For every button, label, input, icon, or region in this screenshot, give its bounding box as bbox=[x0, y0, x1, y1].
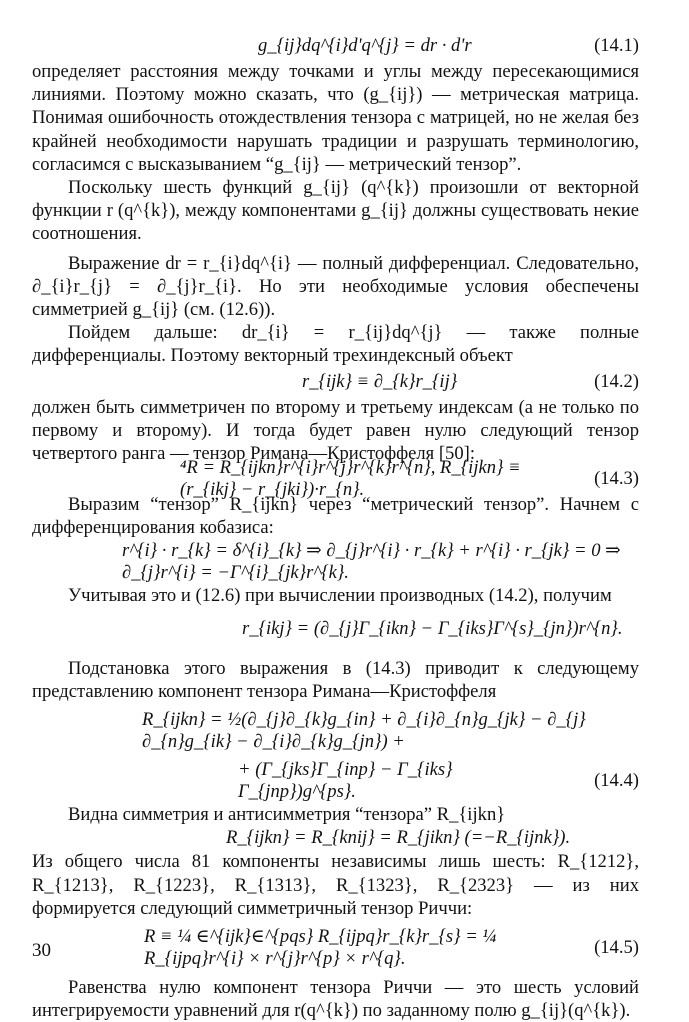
equation-14-1 bbox=[32, 32, 639, 60]
equation-body: R ≡ ¼ ∈^{ijk}∈^{pqs} R_{ijpq}r_{k}r_{s} = ¼ R_{ijpq}r^{i} × r^{j}r^{p} × r^{q}. bbox=[144, 926, 497, 970]
equation-symmetry bbox=[32, 826, 639, 850]
paragraph: Подстановка этого выражения в (14.3) приводит к следующему представлению компонент тензора Римана—Кристоффеля bbox=[32, 657, 639, 703]
paragraph: Учитывая это и (12.6) при вычислении производных (14.2), получим bbox=[68, 584, 612, 606]
paragraph: Поскольку шесть функций g_{ij} (q^{k}) произошли от векторной функции r (q^{k}), между компонентами g_{ij} должны существовать некие соотношения. bbox=[32, 177, 639, 245]
equation-body: g_{ij}dq^{i}d'q^{j} = dr · d'r bbox=[258, 35, 472, 56]
equation-number: (14.2) bbox=[594, 370, 639, 392]
equation-14-3 bbox=[32, 457, 639, 501]
equation-body: r_{ijk} ≡ ∂_{k}r_{ij} bbox=[302, 370, 458, 392]
equation-body: + (Γ_{jks}Γ_{inp} − Γ_{iks}Γ_{jnp})g^{ps}. bbox=[238, 759, 453, 803]
equation-number: (14.1) bbox=[594, 35, 639, 56]
paragraph: Равенства нулю компонент тензора Риччи — это шесть условий интегрируемости уравнений для r(q^{k}) по заданному полю g_{ij}(q^{k}). bbox=[32, 977, 639, 1022]
paragraph: Из общего числа 81 компоненты независимы лишь шесть: R_{1212}, R_{1213}, R_{1223}, R_{1313}, R_{1323}, R_{2323} — из них формируется следующий симметричный тензор Риччи: bbox=[32, 851, 639, 919]
equation-body: R_{ijkn} = ½(∂_{j}∂_{k}g_{in} + ∂_{i}∂_{n}g_{jk} − ∂_{j}∂_{n}g_{ik} − ∂_{i}∂_{k}g_{jn}) + bbox=[142, 709, 586, 753]
equation-14-4-line2 bbox=[32, 759, 639, 803]
paragraph: должен быть симметричен по второму и третьему индексам (а не только по первому и второму). И тогда будет равен нулю следующий тензор четвертого ранга — тензор Римана—Кристоффеля [50]: bbox=[32, 396, 639, 465]
equation-body: r_{ikj} = (∂_{j}Γ_{ikn} − Γ_{iks}Γ^{s}_{jn})r^{n}. bbox=[242, 617, 623, 639]
equation-body: ⁴R = R_{ijkn}r^{i}r^{j}r^{k}r^{n}, R_{ijkn} ≡ (r_{ikj} − r_{jki})·r_{n}. bbox=[180, 457, 521, 501]
equation-body: r^{i} · r_{k} = δ^{i}_{k} ⇒ ∂_{j}r^{i} · r_{k} + r^{i} · r_{jk} = 0 ⇒ ∂_{j}r^{i} = −Γ^{i}_{jk}r^{k}. bbox=[122, 539, 621, 583]
paragraph: определяет расстояния между точками и углы между пересекающимися линиями. Поэтому можно сказать, что (g_{ij}) — метрическая матрица. Понимая ошибочность отождествления тензора с матрицей, но не желая без крайней необходимости нарушать традиции и разрушать терминологию, согласимся с высказыванием “g_{ij} — метрический тензор”. bbox=[32, 61, 639, 175]
equation-cobasis bbox=[32, 540, 639, 584]
paragraph: Видна симметрия и антисимметрия “тензора” R_{ijkn} bbox=[68, 804, 506, 826]
paragraph: Пойдем дальше: dr_{i} = r_{ij}dq^{j} — также полные дифференциалы. Поэтому векторный трехиндексный объект bbox=[32, 322, 639, 367]
equation-number: (14.5) bbox=[594, 937, 639, 959]
equation-14-5 bbox=[32, 920, 639, 976]
equation-14-4-line1 bbox=[32, 703, 639, 759]
page-number: 30 bbox=[32, 940, 51, 961]
paragraph: Выражение dr = r_{i}dq^{i} — полный дифференциал. Следовательно, ∂_{i}r_{j} = ∂_{j}r_{i}. Но эти необходимые условия обеспечены симметрией g_{ij} (см. (12.6)). bbox=[32, 252, 639, 321]
equation-body: R_{ijkn} = R_{knij} = R_{jikn} (=−R_{ijnk}). bbox=[226, 827, 571, 849]
equation-number: (14.3) bbox=[594, 468, 639, 490]
equation-14-2 bbox=[32, 368, 639, 396]
paragraph: Выразим “тензор” R_{ijkn} через “метрический тензор”. Начнем с дифференцирования кобазиса: bbox=[32, 494, 639, 539]
equation-number: (14.4) bbox=[594, 770, 639, 792]
equation-rikj bbox=[32, 607, 639, 651]
